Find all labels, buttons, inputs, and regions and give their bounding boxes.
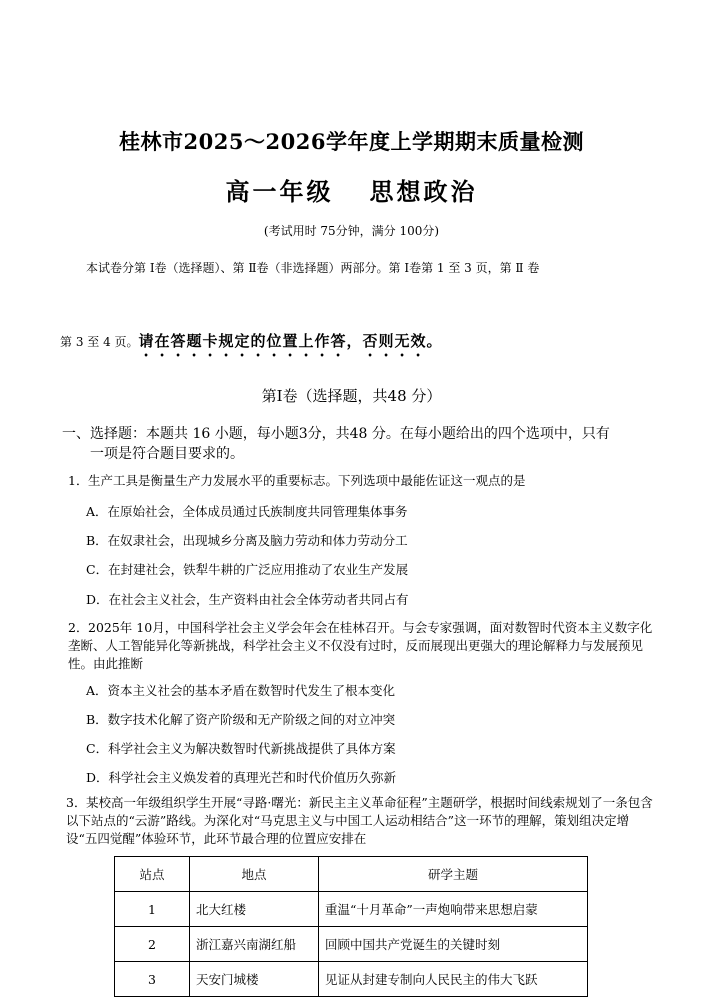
part-heading — [62, 424, 662, 464]
exam-time-note: (考试用时 75分钟，满分 100分) — [263, 224, 440, 238]
table-cell-location: 天安门城楼 — [190, 962, 319, 997]
exam-title: 桂林市2025～2026学年度上学期期末质量检测 — [119, 129, 584, 154]
answer-notice: 请在答题卡规定的位置上作答，否则无效。 — [138, 332, 443, 350]
question-2-option-c: C．科学社会主义为解决数智时代新挑战提供了具体方案 — [86, 741, 396, 756]
question-2-stem — [68, 619, 658, 673]
question-1-option-d: D．在社会主义社会，生产资料由社会全体劳动者共同占有 — [86, 592, 409, 607]
study-route-table — [114, 856, 588, 997]
table-cell-station: 3 — [115, 962, 190, 997]
question-2-option-b: B．数字技术化解了资产阶级和无产阶级之间的对立冲突 — [86, 712, 396, 727]
question-1-option-b: B．在奴隶社会，出现城乡分离及脑力劳动和体力劳动分工 — [86, 533, 408, 548]
grade-label: 高一年级 — [225, 177, 334, 206]
table-cell-theme: 见证从封建专制向人民民主的伟大飞跃 — [319, 962, 588, 997]
table-cell-theme: 回顾中国共产党诞生的关键时刻 — [319, 927, 588, 962]
part-heading-line1: 一、选择题：本题共 16 小题，每小题3分，共48 分。在每小题给出的四个选项中，只有 — [62, 426, 610, 442]
exam-subtitle — [0, 172, 703, 207]
table-cell-location: 浙江嘉兴南湖红船 — [190, 927, 319, 962]
section-title: 第Ⅰ卷（选择题，共48 分） — [261, 387, 442, 405]
table-header-theme: 研学主题 — [319, 857, 588, 892]
table-cell-station: 2 — [115, 927, 190, 962]
question-1-stem — [68, 472, 658, 489]
part-heading-line2: 一项是符合题目要求的。 — [90, 446, 244, 462]
question-number: 3． — [66, 795, 87, 810]
table-header-row — [115, 857, 588, 892]
question-text: 某校高一年级组织学生开展“寻路·曙光：新民主主义革命征程”主题研学，根据时间线索规划了一条包含以下站点的“云游”路线。为深化对“马克思主义与中国工人运动相结合”这一环节的理解，策划组决定增设“五四觉醒”体验环节，此环节最合理的位置应安排在 — [66, 795, 653, 846]
question-number: 2． — [68, 620, 89, 635]
table-row — [115, 892, 588, 927]
question-3-stem — [66, 794, 660, 848]
table-row — [115, 927, 588, 962]
table-cell-theme: 重温“十月革命”一声炮响带来思想启蒙 — [319, 892, 588, 927]
table-header-station: 站点 — [115, 857, 190, 892]
question-2-option-a: A．资本主义社会的基本矛盾在数智时代发生了根本变化 — [86, 683, 396, 698]
pages-text: 第 3 至 4 页。 — [60, 335, 139, 349]
question-text: 2025年 10月，中国科学社会主义学会年会在桂林召开。与会专家强调，面对数智时代资本主义数字化垄断、人工智能异化等新挑战，科学社会主义不仅没有过时，反而展现出更强大的理论解释力与发展预见性。由此推断 — [68, 620, 653, 671]
question-number: 1． — [68, 473, 89, 488]
intro-paragraph: 本试卷分第 Ⅰ卷（选择题）、第 Ⅱ卷（非选择题）两部分。第 Ⅰ卷第 1 至 3 页，第 Ⅱ 卷 — [86, 261, 540, 275]
table-row — [115, 962, 588, 997]
notice-line — [60, 330, 443, 360]
question-1-option-a: A．在原始社会，全体成员通过氏族制度共同管理集体事务 — [86, 504, 408, 519]
question-text: 生产工具是衡量生产力发展水平的重要标志。下列选项中最能佐证这一观点的是 — [88, 473, 526, 488]
table-cell-location: 北大红楼 — [190, 892, 319, 927]
subject-label: 思想政治 — [369, 177, 478, 206]
table-header-location: 地点 — [190, 857, 319, 892]
table-cell-station: 1 — [115, 892, 190, 927]
question-2-option-d: D．科学社会主义焕发着的真理光芒和时代价值历久弥新 — [86, 770, 397, 785]
question-1-option-c: C．在封建社会，铁犁牛耕的广泛应用推动了农业生产发展 — [86, 562, 409, 577]
